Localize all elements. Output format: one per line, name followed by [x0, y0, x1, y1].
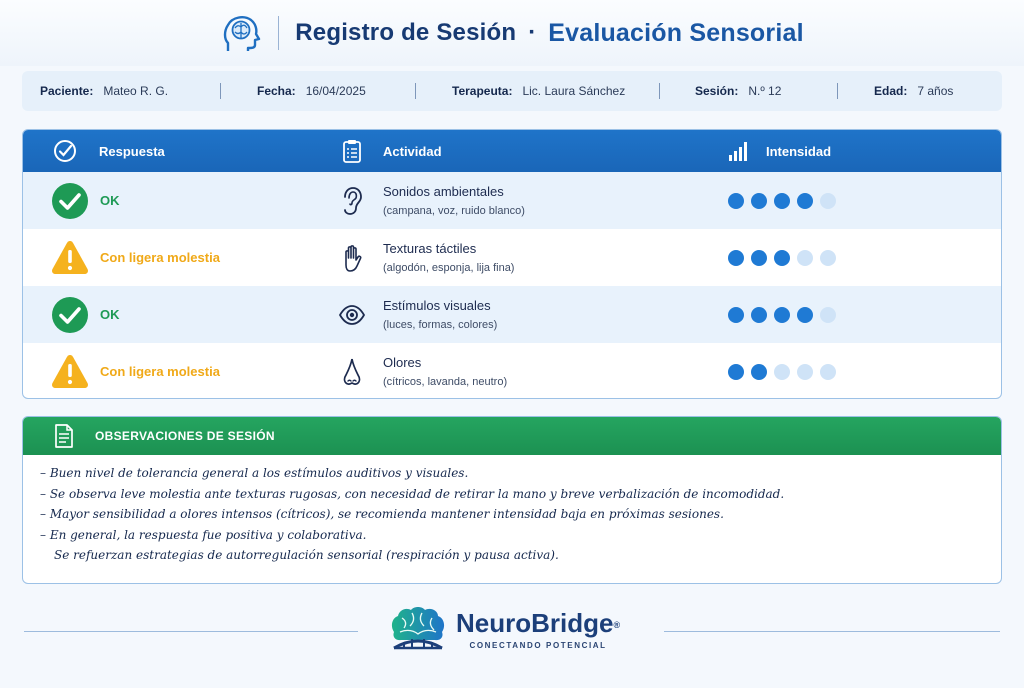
response-status: OK — [100, 307, 120, 322]
observations-text — [23, 455, 1001, 566]
info-value: Mateo R. G. — [103, 84, 169, 98]
intensity-dot-filled — [728, 364, 744, 380]
intensity-dot-filled — [751, 193, 767, 209]
intensity-dot-filled — [774, 250, 790, 266]
response-status: Con ligera molestia — [100, 250, 220, 265]
table-header — [23, 130, 1001, 172]
intensity-dot-filled — [728, 250, 744, 266]
brand-name — [456, 609, 620, 637]
info-value: 7 años — [917, 84, 954, 98]
intensity-dot-empty — [820, 307, 836, 323]
info-session — [695, 71, 781, 111]
header-intensity — [728, 130, 831, 172]
intensity-meter — [728, 307, 836, 323]
info-age — [874, 71, 953, 111]
header-divider — [278, 16, 279, 50]
info-divider — [659, 83, 660, 99]
intensity-dot-empty — [774, 364, 790, 380]
registered-mark: ® — [613, 619, 621, 630]
observation-line: – En general, la respuesta fue positiva y colaborativa. — [40, 527, 367, 542]
intensity-dot-empty — [797, 250, 813, 266]
intensity-dot-filled — [774, 193, 790, 209]
info-divider — [415, 83, 416, 99]
table-row — [23, 343, 1001, 399]
footer-divider-left — [24, 631, 358, 632]
info-label: Fecha: — [257, 84, 296, 98]
intensity-meter — [728, 193, 836, 209]
info-value: Lic. Laura Sánchez — [522, 84, 626, 98]
intensity-dot-empty — [797, 364, 813, 380]
observations-title: OBSERVACIONES DE SESIÓN — [95, 429, 275, 443]
header-response — [53, 130, 165, 172]
brain-bridge-logo-icon — [388, 604, 448, 654]
clipboard-icon — [341, 139, 363, 163]
observations-header — [23, 417, 1001, 455]
intensity-dot-filled — [751, 364, 767, 380]
header-intensity-label: Intensidad — [766, 143, 832, 159]
page-subtitle: Evaluación Sensorial — [548, 18, 804, 47]
brand-logo — [388, 604, 620, 654]
intensity-dot-filled — [728, 193, 744, 209]
check-circle-outline-icon — [53, 139, 77, 163]
info-date — [257, 71, 366, 111]
intensity-meter — [728, 364, 836, 380]
info-label: Terapeuta: — [452, 84, 513, 98]
observation-line: Se refuerzan estrategias de autorregulación sensorial (respiración y pausa activa). — [54, 548, 559, 562]
head-brain-icon — [220, 11, 264, 55]
intensity-dot-filled — [751, 307, 767, 323]
intensity-meter — [728, 250, 836, 266]
eye-icon — [339, 300, 365, 330]
brand-tagline: CONECTANDO POTENCIAL — [469, 640, 607, 650]
intensity-dot-filled — [751, 250, 767, 266]
signal-bars-icon — [728, 140, 750, 162]
brand-name-text: NeuroBridge — [456, 607, 614, 638]
table-row — [23, 172, 1001, 229]
intensity-dot-empty — [820, 193, 836, 209]
check-circle-icon — [51, 296, 89, 334]
session-table — [22, 129, 1002, 399]
check-circle-icon — [51, 182, 89, 220]
response-status: OK — [100, 193, 120, 208]
intensity-dot-filled — [774, 307, 790, 323]
info-label: Paciente: — [40, 84, 94, 98]
info-divider — [220, 83, 221, 99]
ear-icon — [339, 186, 365, 216]
info-label: Sesión: — [695, 84, 739, 98]
warning-triangle-icon — [51, 353, 89, 391]
activity-detail: (cítricos, lavanda, neutro) — [383, 376, 508, 388]
footer-divider-right — [664, 631, 1000, 632]
info-value: 16/04/2025 — [305, 84, 366, 98]
activity-detail: (campana, voz, ruido blanco) — [383, 205, 525, 217]
table-row — [23, 286, 1001, 343]
info-value: N.º 12 — [748, 84, 782, 98]
activity-detail: (luces, formas, colores) — [383, 319, 498, 331]
observation-line: – Mayor sensibilidad a olores intensos (cítricos), se recomienda mantener intensidad baja en próximas sesiones. — [40, 507, 724, 521]
hand-icon — [339, 243, 365, 273]
activity-name: Sonidos ambientales — [383, 184, 504, 199]
info-label: Edad: — [874, 84, 908, 98]
header-response-label: Respuesta — [99, 143, 165, 159]
document-icon — [53, 424, 75, 448]
activity-detail: (algodón, esponja, lija fina) — [383, 262, 515, 274]
activity-name: Texturas táctiles — [383, 241, 477, 256]
page-title: Registro de Sesión — [295, 19, 517, 46]
response-status: Con ligera molestia — [100, 364, 220, 379]
intensity-dot-empty — [820, 364, 836, 380]
nose-icon — [339, 357, 365, 387]
warning-triangle-icon — [51, 239, 89, 277]
observation-line: – Buen nivel de tolerancia general a los estímulos auditivos y visuales. — [40, 466, 469, 480]
info-therapist — [452, 71, 625, 111]
observation-line: – Se observa leve molestia ante texturas rugosas, con necesidad de retirar la mano y breve verbalización de incomodidad. — [40, 486, 785, 501]
page-header — [0, 0, 1024, 66]
table-row — [23, 229, 1001, 286]
intensity-dot-filled — [797, 193, 813, 209]
brand-text — [456, 609, 620, 650]
patient-info-bar — [22, 71, 1002, 111]
header-activity — [341, 130, 442, 172]
intensity-dot-empty — [820, 250, 836, 266]
activity-name: Olores — [383, 355, 422, 370]
info-patient — [40, 71, 168, 111]
header-activity-label: Actividad — [383, 143, 442, 159]
intensity-dot-filled — [728, 307, 744, 323]
title-separator: · — [528, 19, 537, 46]
observations-card — [22, 416, 1002, 584]
activity-name: Estímulos visuales — [383, 298, 491, 313]
info-divider — [837, 83, 838, 99]
intensity-dot-filled — [797, 307, 813, 323]
